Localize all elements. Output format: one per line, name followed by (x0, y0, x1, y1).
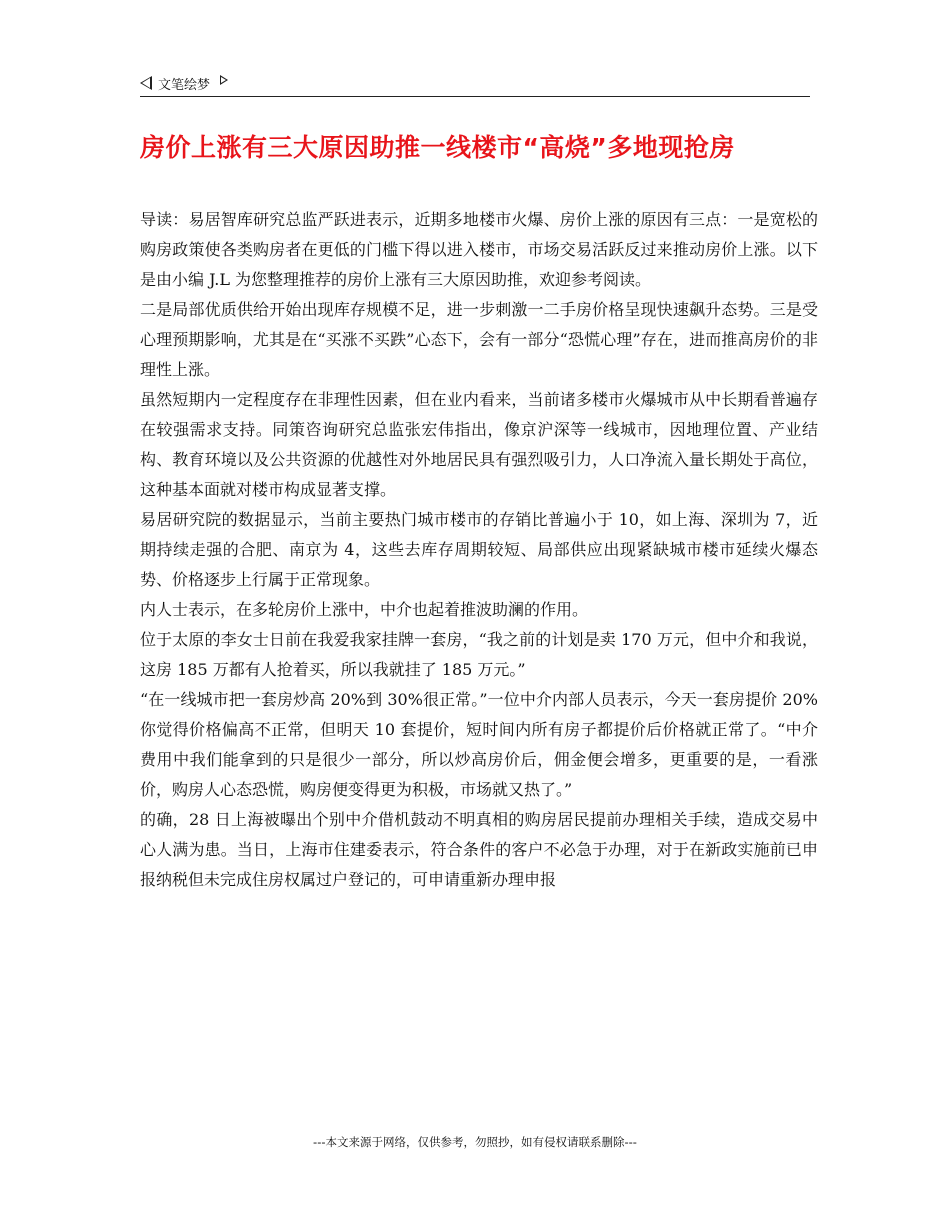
article-title: 房价上涨有三大原因助推一线楼市“高烧”多地现抢房 (140, 133, 735, 162)
article-body (140, 205, 818, 895)
paragraph-1: 导读：易居智库研究总监严跃进表示，近期多地楼市火爆、房价上涨的原因有三点：一是宽松的购房政策使各类购房者在更低的门槛下得以进入楼市，市场交易活跃反过来推动房价上涨。以下是由小编 J.L 为您整理推荐的房价上涨有三大原因助推，欢迎参考阅读。 (140, 210, 818, 289)
triangle-right-icon (220, 75, 228, 85)
paragraph-3: 虽然短期内一定程度存在非理性因素，但在业内看来，当前诸多楼市火爆城市从中长期看普遍存在较强需求支持。同策咨询研究总监张宏伟指出，像京沪深等一线城市，因地理位置、产业结构、教育环境以及公共资源的优越性对外地居民具有强烈吸引力，人口净流入量长期处于高位，这种基本面就对楼市构成显著支撑。 (140, 390, 818, 499)
paragraph-2: 二是局部优质供给开始出现库存规模不足，进一步刺激一二手房价格呈现快速飙升态势。三是受心理预期影响，尤其是在“买涨不买跌”心态下，会有一部分“恐慌心理”存在，进而推高房价的非理性上涨。 (140, 300, 818, 379)
paragraph-6: 位于太原的李女士日前在我爱我家挂牌一套房，“我之前的计划是卖 170 万元，但中介和我说，这房 185 万都有人抢着买，所以我就挂了 185 万元。” (140, 630, 818, 679)
triangle-left-icon (140, 76, 152, 90)
paragraph-5: 内人士表示，在多轮房价上涨中，中介也起着推波助澜的作用。 (140, 600, 589, 619)
paragraph-8: 的确，28 日上海被曝出个别中介借机鼓动不明真相的购房居民提前办理相关手续，造成交易中心人满为患。当日，上海市住建委表示，符合条件的客户不必急于办理，对于在新政实施前已申报纳税但未完成住房权属过户登记的，可申请重新办理申报 (140, 810, 818, 889)
paragraph-4: 易居研究院的数据显示，当前主要热门城市楼市的存销比普遍小于 10，如上海、深圳为 7，近期持续走强的合肥、南京为 4，这些去库存周期较短、局部供应出现紧缺城市楼市延续火爆态势、价格逐步上行属于正常现象。 (140, 510, 818, 589)
footer-disclaimer: ---本文来源于网络，仅供参考，勿照抄，如有侵权请联系删除--- (313, 1135, 637, 1149)
paragraph-7: “在一线城市把一套房炒高 20%到 30%很正常。”一位中介内部人员表示，今天一套房提价 20%你觉得价格偏高不正常，但明天 10 套提价，短时间内所有房子都提价后价格就正常了。“中介费用中我们能拿到的只是很少一部分，所以炒高房价后，佣金便会增多，更重要的是，一看涨价，购房人心态恐慌，购房便变得更为积极，市场就又热了。” (140, 690, 818, 799)
page-header (140, 70, 810, 97)
site-name: 文笔绘梦 (158, 77, 211, 93)
